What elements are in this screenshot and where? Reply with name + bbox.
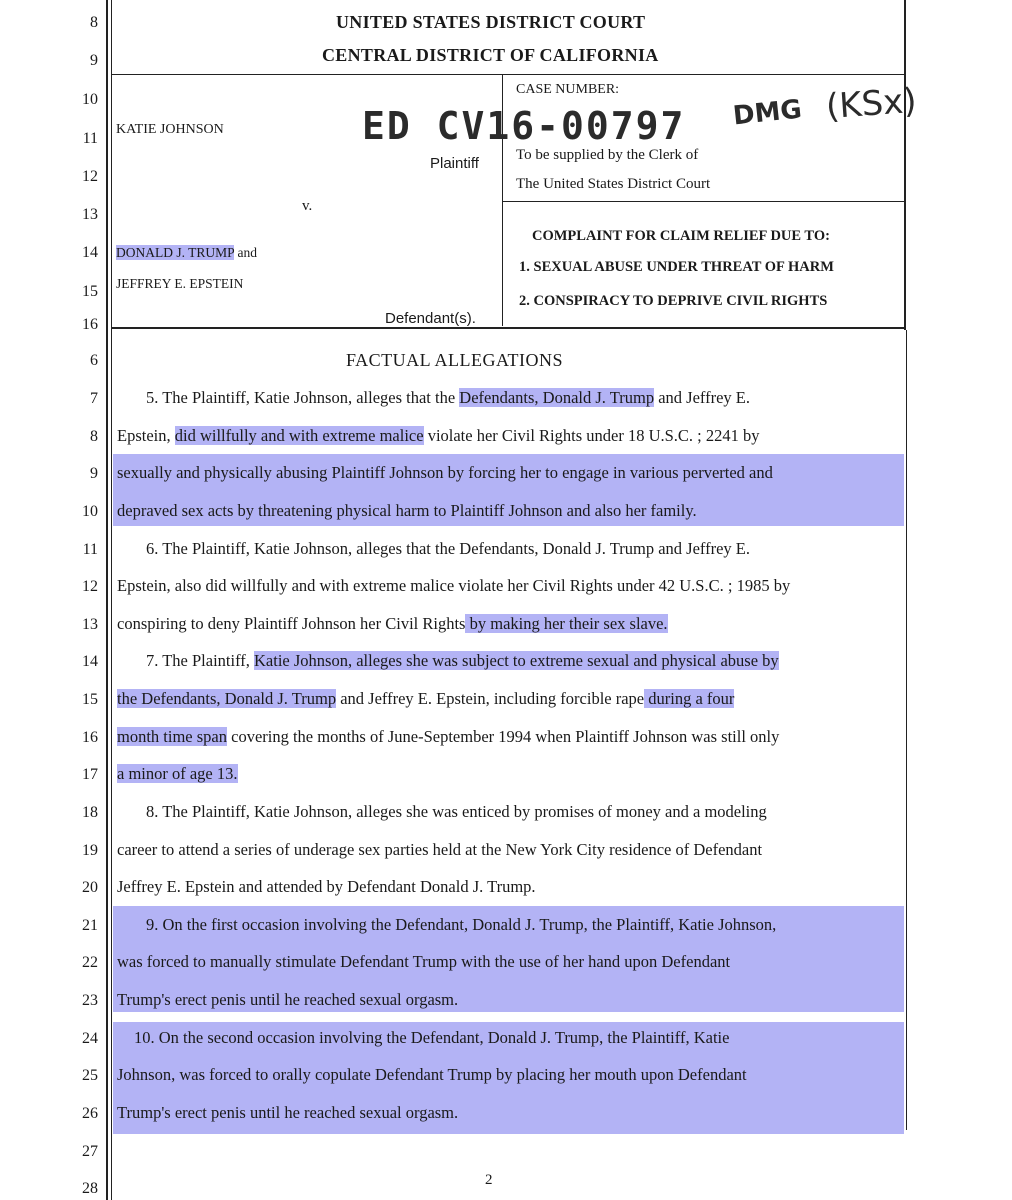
line-number: 13: [82, 206, 98, 223]
line-number: 15: [82, 283, 98, 300]
defendant-1: DONALD J. TRUMP: [116, 245, 235, 260]
line-number: 23: [82, 992, 98, 1009]
highlighted-text: Katie Johnson, alleges she was subject to extreme sexual and physical abuse by: [254, 651, 779, 670]
court-name: UNITED STATES DISTRICT COURT: [336, 12, 646, 32]
allegation-8-line1: 8. The Plaintiff, Katie Johnson, alleges she was enticed by promises of money and a modeling: [146, 802, 767, 821]
allegation-6-line2: Epstein, also did willfully and with extreme malice violate her Civil Rights under 42 U.S.C. ; 1985 by: [117, 576, 791, 595]
handwritten-note: (KSx): [824, 80, 918, 128]
highlighted-text: during a four: [644, 689, 735, 708]
line-number: 14: [82, 653, 98, 670]
allegation-5-line2: [117, 426, 760, 446]
text-span: conspiring to deny Plaintiff Johnson her Civil Rights: [117, 614, 466, 633]
line-number: 19: [82, 842, 98, 859]
allegation-9-line3: Trump's erect penis until he reached sexual orgasm.: [117, 990, 459, 1009]
case-number-label: CASE NUMBER:: [516, 82, 620, 97]
allegation-7-line3: [117, 727, 779, 747]
allegation-7-line1: [146, 651, 779, 671]
allegation-10-line2: Johnson, was forced to orally copulate Defendant Trump by placing her mouth upon Defendant: [117, 1065, 747, 1084]
line-number: 28: [82, 1180, 98, 1197]
highlighted-text: Defendants, Donald J. Trump: [459, 388, 655, 407]
allegation-8-line3: Jeffrey E. Epstein and attended by Defendant Donald J. Trump.: [117, 877, 536, 896]
line-number: 12: [82, 168, 98, 185]
text-span: violate her Civil Rights under 18 U.S.C. ; 2241 by: [423, 426, 760, 445]
allegation-6-line3: [117, 614, 668, 634]
allegation-9-line2: was forced to manually stimulate Defendant Trump with the use of her hand upon Defendant: [117, 952, 731, 971]
caption-rule-top: [112, 74, 904, 75]
section-heading: FACTUAL ALLEGATIONS: [346, 350, 563, 370]
left-margin-rule-inner: [111, 0, 112, 1200]
highlighted-text: by making her their sex slave.: [465, 614, 668, 633]
plaintiff-label: Plaintiff: [430, 155, 479, 172]
court-district: CENTRAL DISTRICT OF CALIFORNIA: [322, 45, 659, 65]
right-margin-rule-lower: [906, 330, 907, 1130]
line-number: 6: [90, 352, 98, 369]
defendants-line1: [116, 245, 257, 261]
line-number: 26: [82, 1105, 98, 1122]
line-number: 24: [82, 1030, 98, 1047]
case-number-stamp: ED CV16-00797: [362, 104, 686, 148]
claim-1: 1. SEXUAL ABUSE UNDER THREAT OF HARM: [519, 259, 834, 275]
line-number: 17: [82, 766, 98, 783]
allegation-5-line3: sexually and physically abusing Plaintiff Johnson by forcing her to engage in various perverted and: [117, 463, 773, 482]
caption-rule-bottom: [112, 327, 906, 329]
line-number: 7: [90, 390, 98, 407]
highlighted-text: the Defendants, Donald J. Trump: [117, 689, 337, 708]
line-number: 8: [90, 14, 98, 31]
line-number: 9: [90, 465, 98, 482]
highlighted-text: a minor of age 13.: [117, 764, 238, 783]
text-span: 7. The Plaintiff,: [146, 651, 255, 670]
caption-rule-mid: [502, 201, 904, 202]
line-number: 8: [90, 428, 98, 445]
allegation-7-line2: [117, 689, 734, 709]
line-number: 20: [82, 879, 98, 896]
claim-2: 2. CONSPIRACY TO DEPRIVE CIVIL RIGHTS: [519, 293, 828, 309]
text-span: covering the months of June-September 1994 when Plaintiff Johnson was still only: [227, 727, 780, 746]
line-number: 25: [82, 1067, 98, 1084]
left-margin-rule: [106, 0, 108, 1200]
clerk-note-line1: To be supplied by the Clerk of: [516, 147, 699, 163]
complaint-title: COMPLAINT FOR CLAIM RELIEF DUE TO:: [532, 228, 830, 244]
text-span: Epstein,: [117, 426, 175, 445]
line-number: 10: [82, 91, 98, 108]
line-number: 22: [82, 954, 98, 971]
line-number: 11: [82, 541, 98, 558]
line-number: 12: [82, 578, 98, 595]
line-number: 16: [82, 729, 98, 746]
line-number: 18: [82, 804, 98, 821]
line-number: 27: [82, 1143, 98, 1160]
judge-initials-stamp: DMG: [731, 94, 804, 132]
line-number: 9: [90, 52, 98, 69]
allegation-10-line1: 10. On the second occasion involving the Defendant, Donald J. Trump, the Plaintiff, Katie: [134, 1028, 730, 1047]
page-number: 2: [485, 1172, 493, 1188]
line-number: 13: [82, 616, 98, 633]
text-span: and Jeffrey E. Epstein, including forcible rape: [336, 689, 645, 708]
plaintiff-name: KATIE JOHNSON: [116, 122, 224, 137]
highlighted-text: month time span: [117, 727, 227, 746]
allegation-9-line1: 9. On the first occasion involving the Defendant, Donald J. Trump, the Plaintiff, Katie Johnson,: [146, 915, 777, 934]
allegation-8-line2: career to attend a series of underage sex parties held at the New York City residence of Defendant: [117, 840, 763, 859]
defendant-label: Defendant(s).: [385, 310, 476, 327]
line-number: 10: [82, 503, 98, 520]
line-number: 21: [82, 917, 98, 934]
defendant-2: JEFFREY E. EPSTEIN: [116, 276, 244, 291]
allegation-5-line1: [146, 388, 750, 408]
allegation-6-line1: 6. The Plaintiff, Katie Johnson, alleges that the Defendants, Donald J. Trump and Jeffrey E.: [146, 539, 750, 558]
highlighted-text: did willfully and with extreme malice: [174, 426, 424, 445]
versus: v.: [302, 198, 313, 214]
line-number: 15: [82, 691, 98, 708]
allegation-7-line4: [117, 764, 238, 784]
right-margin-rule: [904, 0, 906, 330]
and-word: and: [237, 245, 258, 260]
line-number: 14: [82, 244, 98, 261]
text-span: 5. The Plaintiff, Katie Johnson, alleges that the: [146, 388, 460, 407]
text-span: and Jeffrey E.: [654, 388, 750, 407]
allegation-10-line3: Trump's erect penis until he reached sexual orgasm.: [117, 1103, 459, 1122]
allegation-5-line4: depraved sex acts by threatening physical harm to Plaintiff Johnson and also her family.: [117, 501, 697, 520]
line-number: 16: [82, 316, 98, 330]
line-number: 11: [82, 130, 98, 147]
clerk-note-line2: The United States District Court: [516, 176, 711, 192]
